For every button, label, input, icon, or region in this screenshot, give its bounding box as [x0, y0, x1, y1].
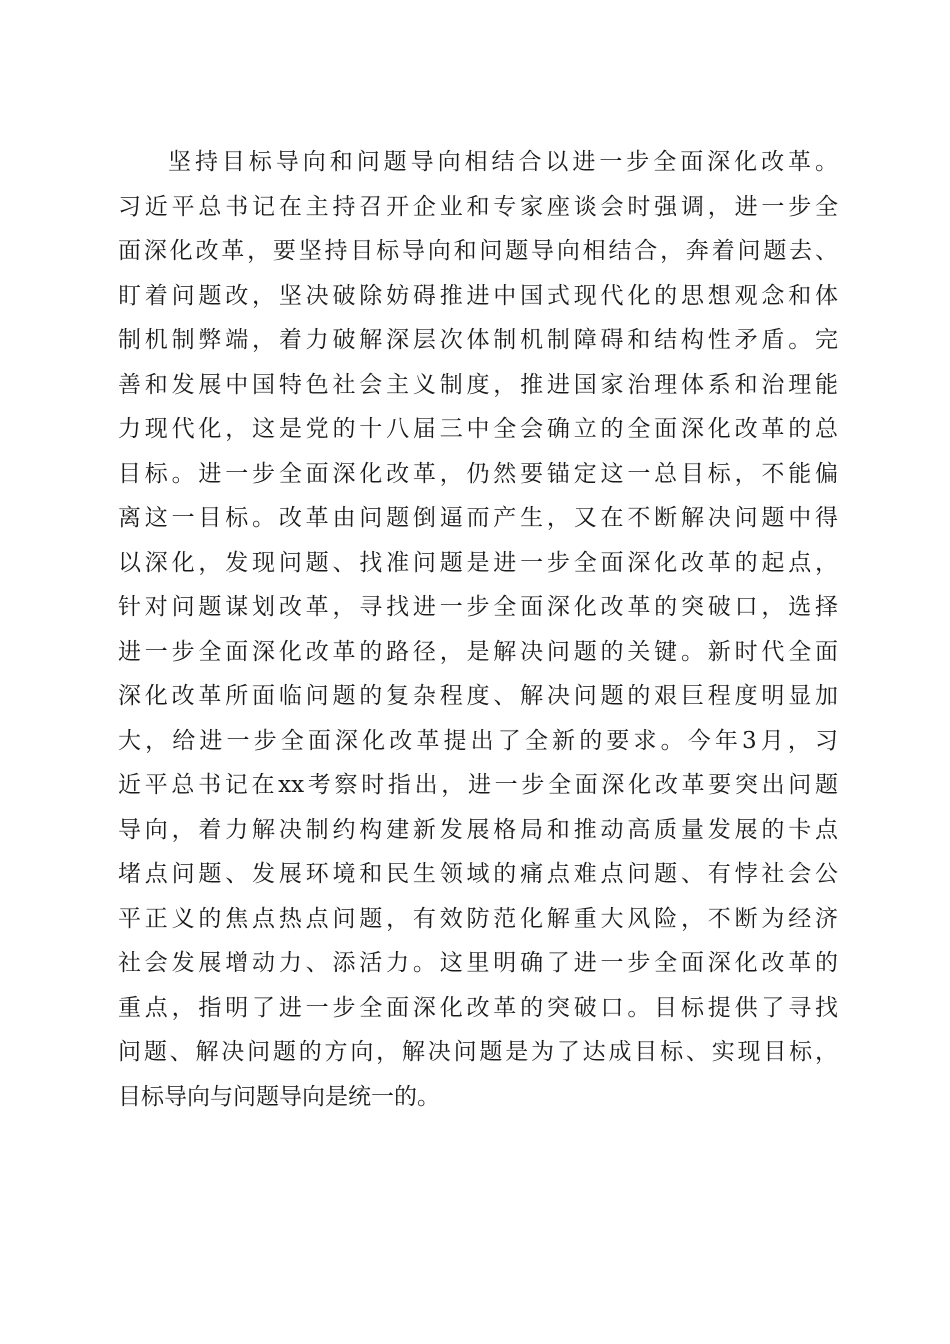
paragraph-line: 进一步全面深化改革的路径，是解决问题的关键。新时代全面 [118, 638, 838, 665]
paragraph-line: 堵点问题、发展环境和民生领域的痛点难点问题、有悖社会公 [118, 861, 838, 887]
paragraph-line: 习近平总书记在主持召开企业和专家座谈会时强调，进一步全 [118, 193, 838, 220]
paragraph-line: 针对问题谋划改革，寻找进一步全面深化改革的突破口，选择 [118, 594, 838, 620]
paragraph-line: 导向，着力解决制约构建新发展格局和推动高质量发展的卡点 [118, 816, 838, 843]
paragraph-line: 目标导向与问题导向是统一的。 [118, 1083, 440, 1110]
paragraph-line: 面深化改革，要坚持目标导向和问题导向相结合，奔着问题去、 [118, 238, 838, 264]
paragraph-line: 目标。进一步全面深化改革，仍然要锚定这一总目标，不能偏 [118, 460, 838, 487]
paragraph-line: 盯着问题改，坚决破除妨碍推进中国式现代化的思想观念和体 [118, 282, 838, 309]
paragraph-line: 重点，指明了进一步全面深化改革的突破口。目标提供了寻找 [118, 994, 838, 1021]
paragraph-line: 深化改革所面临问题的复杂程度、解决问题的艰巨程度明显加 [118, 683, 838, 709]
paragraph-line: 平正义的焦点热点问题，有效防范化解重大风险，不断为经济 [118, 905, 838, 932]
paragraph-line: 坚持目标导向和问题导向相结合以进一步全面深化改革。 [168, 149, 838, 175]
paragraph-line: 大，给进一步全面深化改革提出了全新的要求。今年3月，习 [118, 727, 838, 754]
paragraph-line: 力现代化，这是党的十八届三中全会确立的全面深化改革的总 [118, 416, 838, 442]
paragraph-line: 离这一目标。改革由问题倒逼而产生，又在不断解决问题中得 [118, 505, 838, 531]
paragraph-line: 近平总书记在xx考察时指出，进一步全面深化改革要突出问题 [118, 772, 838, 798]
paragraph-line: 以深化，发现问题、找准问题是进一步全面深化改革的起点， [118, 549, 838, 576]
paragraph-line: 问题、解决问题的方向，解决问题是为了达成目标、实现目标， [118, 1039, 838, 1065]
paragraph-line: 社会发展增动力、添活力。这里明确了进一步全面深化改革的 [118, 950, 838, 976]
body-paragraph [118, 140, 838, 1119]
paragraph-line: 制机制弊端，着力破解深层次体制机制障碍和结构性矛盾。完 [118, 327, 838, 353]
paragraph-line: 善和发展中国特色社会主义制度，推进国家治理体系和治理能 [118, 371, 838, 398]
